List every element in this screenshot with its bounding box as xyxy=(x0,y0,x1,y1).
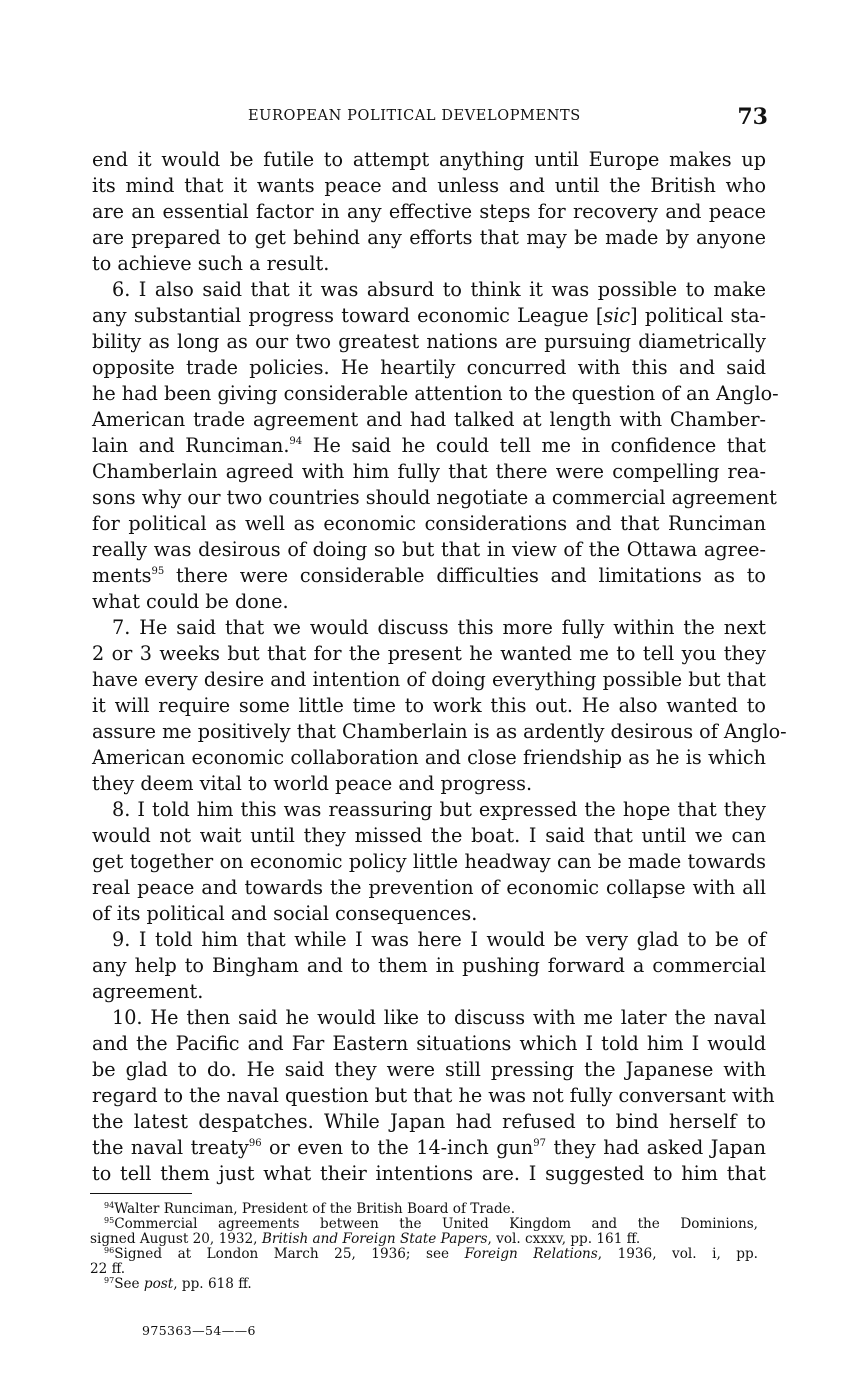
footnote-citation: British and Foreign State Papers xyxy=(261,1231,488,1247)
text-segment: the naval treaty xyxy=(92,1136,249,1159)
text-line: they deem vital to world peace and progress. xyxy=(92,772,533,795)
text-line: regard to the naval question but that he was not fully conversant with xyxy=(92,1084,775,1107)
footnote-citation: post xyxy=(143,1276,174,1292)
body-text xyxy=(92,147,787,1187)
text-line: get together on economic policy little headway can be made towards xyxy=(92,850,766,873)
footnote-text: , vol. cxxxv, pp. 161 ff. xyxy=(487,1231,641,1247)
footnote-divider xyxy=(90,1193,192,1194)
text-line: what could be done. xyxy=(92,590,289,613)
footnote-text: Commercial agreements between the United Kingdom and the Dominions, xyxy=(114,1216,758,1232)
footnote-text: signed August 20, 1932, xyxy=(90,1231,262,1247)
text-line: are an essential factor in any effective steps for recovery and peace xyxy=(92,200,766,223)
footnote-ref-97: 97 xyxy=(533,1138,546,1149)
text-line: to tell them just what their intentions are. I suggested to him that xyxy=(92,1162,766,1185)
text-line xyxy=(92,303,766,329)
footnote-96-cont: 22 ff. xyxy=(90,1261,126,1277)
text-line: 8. I told him this was reassuring but expressed the hope that they xyxy=(112,798,766,821)
text-line: would not wait until they missed the boat. I said that until we can xyxy=(92,824,766,847)
footnote-text: Signed at London March 25, 1936; see xyxy=(114,1246,465,1262)
printer-code: 975363—54——6 xyxy=(142,1323,256,1338)
footnote-mark: 94 xyxy=(104,1201,115,1210)
text-line: really was desirous of doing so but that in view of the Ottawa agree- xyxy=(92,538,766,561)
text-line: he had been giving considerable attention to the question of an Anglo- xyxy=(92,382,779,405)
text-line: real peace and towards the prevention of economic collapse with all xyxy=(92,876,766,899)
footnote-96 xyxy=(90,1247,758,1262)
text-line: any help to Bingham and to them in pushing forward a commercial xyxy=(92,954,766,977)
footnote-text: See xyxy=(114,1276,144,1292)
text-line: are prepared to get behind any efforts that may be made by anyone xyxy=(92,226,766,249)
text-line: end it would be futile to attempt anything until Europe makes up xyxy=(92,148,766,171)
page-header xyxy=(90,104,768,134)
footnote-94 xyxy=(90,1202,758,1217)
text-line: sons why our two countries should negotiate a commercial agreement xyxy=(92,486,777,509)
footnotes xyxy=(90,1202,758,1292)
footnote-95-cont xyxy=(90,1232,758,1247)
footnote-citation: Foreign Relations xyxy=(464,1246,598,1262)
text-segment: or even to the 14-inch gun xyxy=(261,1136,534,1159)
text-line: bility as long as our two greatest nations are pursuing diametrically xyxy=(92,330,766,353)
text-segment: lain and Runciman. xyxy=(92,434,290,457)
text-line: 6. I also said that it was absurd to think it was possible to make xyxy=(112,278,766,301)
footnote-text: , pp. 618 ff. xyxy=(173,1276,252,1292)
text-line xyxy=(92,433,766,459)
footnote-97 xyxy=(90,1277,758,1292)
text-segment: any substantial progress toward economic League [ xyxy=(92,304,604,327)
text-line xyxy=(92,1135,766,1161)
running-head: EUROPEAN POLITICAL DEVELOPMENTS xyxy=(248,108,581,124)
text-line: have every desire and intention of doing everything possible but that xyxy=(92,668,766,691)
text-segment: He said he could tell me in confidence that xyxy=(302,434,766,457)
text-line: agreement. xyxy=(92,980,204,1003)
text-line: American trade agreement and had talked at length with Chamber- xyxy=(92,408,766,431)
footnote-ref-94: 94 xyxy=(289,436,303,447)
footnote-95 xyxy=(90,1217,758,1232)
text-line: the latest despatches. While Japan had refused to bind herself to xyxy=(92,1110,766,1133)
text-line xyxy=(92,563,766,589)
text-segment: there were considerable difficulties and limitations as to xyxy=(164,564,766,587)
text-line: it will require some little time to work this out. He also wanted to xyxy=(92,694,766,717)
footnote-mark: 95 xyxy=(104,1216,115,1225)
footnote-text: , 1936, vol. i, pp. xyxy=(597,1246,758,1262)
footnote-mark: 97 xyxy=(104,1276,115,1285)
text-line: to achieve such a result. xyxy=(92,252,330,275)
text-line: assure me positively that Chamberlain is as ardently desirous of Anglo- xyxy=(92,720,787,743)
text-segment: they had asked Japan xyxy=(545,1136,766,1159)
text-line: opposite trade policies. He heartily concurred with this and said xyxy=(92,356,766,379)
text-line: of its political and social consequences. xyxy=(92,902,478,925)
text-line: American economic collaboration and close friendship as he is which xyxy=(92,746,766,769)
text-segment: ] political sta- xyxy=(630,304,766,327)
text-line: for political as well as economic considerations and that Runciman xyxy=(92,512,766,535)
text-line: 7. He said that we would discuss this more fully within the next xyxy=(112,616,766,639)
text-segment: ments xyxy=(92,564,152,587)
text-line: 9. I told him that while I was here I would be very glad to be of xyxy=(112,928,766,951)
text-line: 2 or 3 weeks but that for the present he wanted me to tell you they xyxy=(92,642,766,665)
footnote-mark: 96 xyxy=(104,1246,115,1255)
footnote-ref-96: 96 xyxy=(248,1138,262,1149)
text-line: its mind that it wants peace and unless and until the British who xyxy=(92,174,766,197)
text-line: and the Pacific and Far Eastern situations which I told him I would xyxy=(92,1032,766,1055)
text-line: 10. He then said he would like to discuss with me later the naval xyxy=(112,1006,766,1029)
text-line: Chamberlain agreed with him fully that there were compelling rea- xyxy=(92,460,766,483)
footnote-ref-95: 95 xyxy=(151,566,165,577)
footnote-text: Walter Runciman, President of the British Board of Trade. xyxy=(114,1201,516,1217)
sic-note: sic xyxy=(603,304,631,327)
page-number: 73 xyxy=(737,104,768,130)
text-line: be glad to do. He said they were still pressing the Japanese with xyxy=(92,1058,766,1081)
